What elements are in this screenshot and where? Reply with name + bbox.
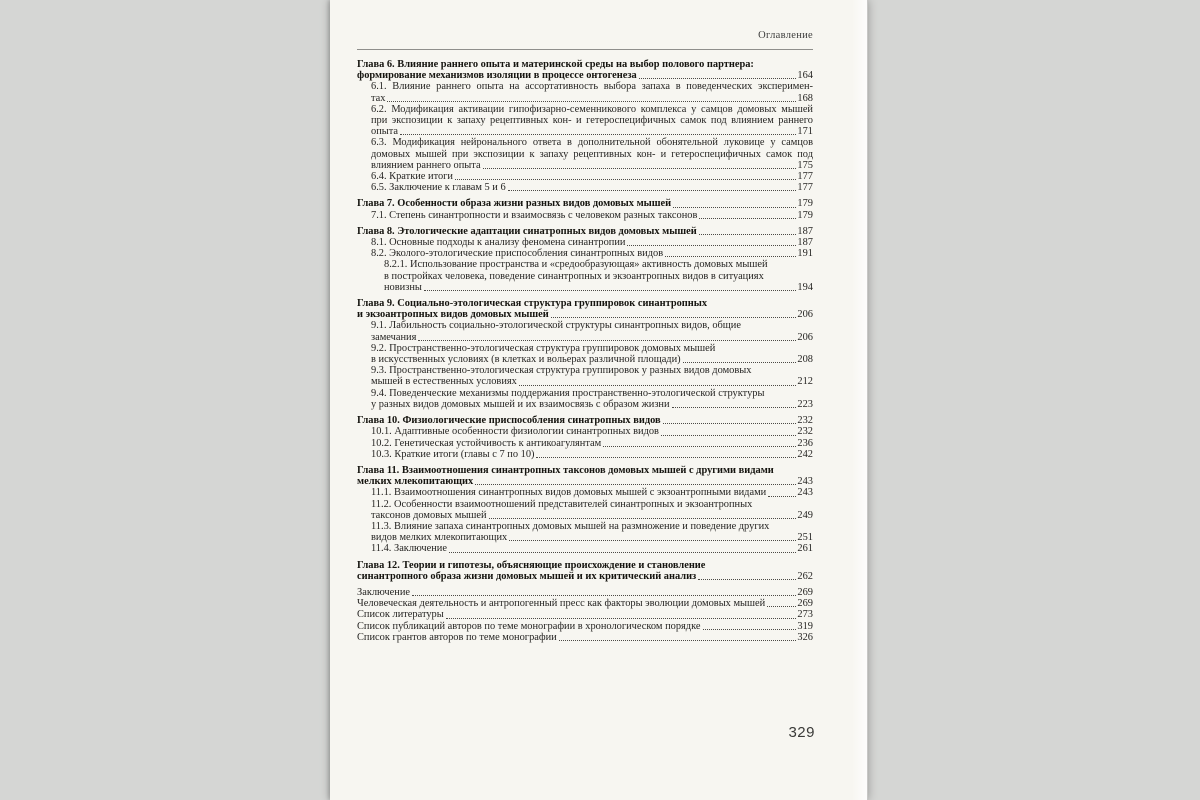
dot-leader <box>663 423 797 424</box>
toc-page-number: 191 <box>797 248 813 260</box>
toc-entry-last-line <box>384 282 813 293</box>
toc-page-number: 262 <box>797 570 813 582</box>
toc-entry-text: влиянием раннего опыта <box>371 159 481 171</box>
toc-entry-last-line <box>371 487 813 498</box>
toc-page-number: 326 <box>797 631 813 643</box>
toc-entry-last-line <box>357 476 813 487</box>
dot-leader <box>536 457 796 458</box>
toc-entry-line: домовых мышей при экспозиции к запаху рецептивных кон- и гетероспецифичных самок под <box>371 148 813 160</box>
toc-page-number: 179 <box>797 198 813 210</box>
toc-entry <box>357 104 813 138</box>
toc-entry <box>357 487 813 498</box>
toc-page-number: 223 <box>797 398 813 410</box>
toc-entry-text: видов мелких млекопитающих <box>371 532 508 544</box>
toc-entry <box>357 621 813 632</box>
toc-page-number: 194 <box>797 281 813 293</box>
toc-entry-text: Заключение <box>357 586 410 598</box>
toc-page-number: 187 <box>797 237 813 249</box>
toc-entry-line: Глава 9. Социально-этологическая структура группировок синантропных <box>357 298 708 310</box>
toc-entry <box>357 499 813 521</box>
toc-entry <box>357 587 813 598</box>
toc-entry-text: новизны <box>384 281 422 293</box>
toc-page-number: 168 <box>797 92 813 104</box>
toc-entry-last-line <box>371 160 813 171</box>
toc-entry-last-line <box>371 376 813 387</box>
toc-entry-text: тах <box>371 92 386 104</box>
toc-page-number: 251 <box>797 532 813 544</box>
toc-entry-text: у разных видов домовых мышей и их взаимосвязь с образом жизни <box>371 398 670 410</box>
dot-leader <box>699 234 797 235</box>
dot-leader <box>489 518 797 519</box>
toc-page-number: 269 <box>797 586 813 598</box>
toc-entry <box>357 320 813 342</box>
toc-entry-text: формирование механизмов изоляции в процессе онтогенеза <box>357 70 637 82</box>
toc-entry <box>357 449 813 460</box>
toc-entry-last-line <box>371 126 813 137</box>
toc-page-number: 232 <box>797 415 813 427</box>
toc-entry-last-line <box>371 248 813 259</box>
toc-entry-text: Глава 10. Физиологические приспособления синатропных видов <box>357 415 661 427</box>
toc-page-number: 319 <box>797 620 813 632</box>
toc-entry-last-line <box>357 309 813 320</box>
toc-entry <box>357 465 813 487</box>
toc-entry-last-line <box>357 198 813 209</box>
toc-entry <box>357 198 813 209</box>
toc-entry-last-line <box>371 182 813 193</box>
toc-entry <box>357 298 813 320</box>
dot-leader <box>699 218 796 219</box>
toc-entry-last-line <box>371 543 813 554</box>
toc-page-number: 164 <box>797 70 813 82</box>
toc-entry-last-line <box>357 70 813 81</box>
toc-entry-line: Глава 11. Взаимоотношения синантропных таксонов домовых мышей с другими видами <box>357 464 774 476</box>
toc-entry-line: Глава 6. Влияние раннего опыта и материнской среды на выбор полового партнера: <box>357 59 754 70</box>
toc-entry <box>357 171 813 182</box>
toc-entry-last-line <box>371 399 813 410</box>
toc-entry-last-line <box>371 93 813 104</box>
toc-page-number: 243 <box>797 476 813 488</box>
page-edge-highlight <box>852 0 868 800</box>
toc-page-number: 212 <box>797 376 813 388</box>
dot-leader <box>768 496 796 497</box>
toc-entry-line: 8.2.1. Использование пространства и «средообразующая» активность домовых мышей <box>384 259 768 271</box>
toc-entry-last-line <box>357 587 813 598</box>
toc-entry-text: Глава 7. Особенности образа жизни разных видов домовых мышей <box>357 198 672 210</box>
toc-page-number: 236 <box>797 437 813 449</box>
toc-entry-text: Список литературы <box>357 609 444 621</box>
toc-entry <box>357 226 813 237</box>
dot-leader <box>559 640 797 641</box>
toc-entry-last-line <box>357 226 813 237</box>
toc-entry-last-line <box>371 354 813 365</box>
toc-entry-last-line <box>357 621 813 632</box>
dot-leader <box>627 245 796 246</box>
toc-entry-last-line <box>371 510 813 521</box>
toc-entry-text: Список грантов авторов по теме монографии <box>357 631 557 643</box>
toc-page-number: 179 <box>797 209 813 221</box>
toc <box>357 59 813 643</box>
toc-entry-text: 11.1. Взаимоотношения синантропных видов домовых мышей с экзоантропными видами <box>371 487 767 499</box>
toc-entry-last-line <box>371 449 813 460</box>
dot-leader <box>673 207 796 208</box>
toc-entry <box>357 521 813 543</box>
toc-entry-line: в постройках человека, поведение синантропных и экзоантропных видов в ситуациях <box>384 270 764 282</box>
dot-leader <box>509 540 796 541</box>
toc-entry-text: 8.1. Основные подходы к анализу феномена синантропии <box>371 237 626 249</box>
toc-entry-text: 6.4. Краткие итоги <box>371 171 453 183</box>
page-folio: 329 <box>788 724 815 741</box>
toc-entry-last-line <box>357 415 813 426</box>
toc-entry <box>357 59 813 81</box>
toc-entry-last-line <box>357 632 813 643</box>
dot-leader <box>483 168 797 169</box>
toc-entry-line: 11.3. Влияние запаха синантропных домовых мышей на размножение и поведение других <box>371 520 770 532</box>
toc-page-number: 187 <box>797 225 813 237</box>
toc-entry <box>357 365 813 387</box>
dot-leader <box>703 629 797 630</box>
toc-page-number: 206 <box>797 309 813 321</box>
toc-entry <box>357 182 813 193</box>
toc-entry-text: Список публикаций авторов по теме монографии в хронологическом порядке <box>357 620 701 632</box>
dot-leader <box>698 579 796 580</box>
toc-entry-text: 6.5. Заключение к главам 5 и 6 <box>371 182 506 194</box>
toc-entry-line: 9.1. Лабильность социально-этологической структуры синантропных видов, общие <box>371 320 741 332</box>
toc-entry-last-line <box>371 532 813 543</box>
dot-leader <box>767 606 796 607</box>
toc-entry-line: Глава 12. Теории и гипотезы, объясняющие происхождение и становление <box>357 559 706 571</box>
dot-leader <box>551 317 797 318</box>
toc-entry-text: замечания <box>371 331 417 343</box>
toc-entry-line: при экспозиции к запаху рецептивных кон- и гетероспецифичных самок под влиянием раннего <box>371 115 813 127</box>
toc-entry-text: таксонов домовых мышей <box>371 509 487 521</box>
dot-leader <box>603 446 796 447</box>
toc-page-number: 261 <box>797 543 813 555</box>
toc-entry <box>357 248 813 259</box>
toc-entry-line: 6.1. Влияние раннего опыта на ассортативность выбора запаха в поведенческих эксперимен- <box>371 81 813 93</box>
toc-page-number: 177 <box>797 182 813 194</box>
toc-entry <box>357 598 813 609</box>
toc-entry-line: 11.2. Особенности взаимоотношений представителей синантропных и экзоантропных <box>371 498 753 510</box>
dot-leader <box>418 340 796 341</box>
toc-entry-text: 7.1. Степень синантропности и взаимосвязь с человеком разных таксонов <box>371 209 698 221</box>
dot-leader <box>424 290 797 291</box>
toc-page-number: 177 <box>797 171 813 183</box>
toc-entry-text: 10.2. Генетическая устойчивость к антикоагулянтам <box>371 437 602 449</box>
dot-leader <box>661 435 796 436</box>
toc-page-number: 206 <box>797 331 813 343</box>
toc-page-number: 249 <box>797 509 813 521</box>
toc-entry-text: мелких млекопитающих <box>357 476 474 488</box>
toc-entry-text: в искусственных условиях (в клетках и вольерах различной площади) <box>371 354 681 366</box>
toc-entry-last-line <box>371 171 813 182</box>
toc-entry-last-line <box>357 609 813 620</box>
toc-entry-last-line <box>371 332 813 343</box>
toc-entry-last-line <box>371 438 813 449</box>
toc-entry-text: и экзоантропных видов домовых мышей <box>357 309 549 321</box>
toc-entry-text: опыта <box>371 126 399 138</box>
toc-entry <box>357 609 813 620</box>
toc-entry-text: 11.4. Заключение <box>371 543 447 555</box>
dot-leader <box>683 362 797 363</box>
toc-entry-last-line <box>371 210 813 221</box>
dot-leader <box>400 134 796 135</box>
toc-entry <box>357 632 813 643</box>
toc-entry-last-line <box>357 571 813 582</box>
dot-leader <box>412 595 796 596</box>
toc-entry-line: 6.3. Модификация нейронального ответа в дополнительной обонятельной луковице у самцов <box>371 137 813 149</box>
toc-entry-last-line <box>371 426 813 437</box>
toc-entry-text: синантропного образа жизни домовых мышей и их критический анализ <box>357 570 697 582</box>
toc-page-number: 243 <box>797 487 813 499</box>
dot-leader <box>639 78 797 79</box>
toc-entry <box>357 560 813 582</box>
toc-entry-text: мышей в естественных условиях <box>371 376 517 388</box>
toc-entry <box>357 81 813 103</box>
dot-leader <box>665 256 796 257</box>
running-head: Оглавление <box>758 30 813 41</box>
toc-entry <box>357 237 813 248</box>
dot-leader <box>446 618 797 619</box>
toc-entry-text: 10.1. Адаптивные особенности физиологии синантропных видов <box>371 426 659 438</box>
dot-leader <box>387 101 796 102</box>
toc-page-number: 175 <box>797 159 813 171</box>
toc-page-number: 269 <box>797 598 813 610</box>
toc-page-number: 232 <box>797 426 813 438</box>
dot-leader <box>519 385 797 386</box>
toc-entry <box>357 415 813 426</box>
toc-entry <box>357 259 813 293</box>
toc-entry <box>357 210 813 221</box>
header-rule <box>357 49 813 50</box>
toc-entry-line: 9.3. Пространственно-этологическая структура группировок у разных видов домовых <box>371 365 752 377</box>
toc-entry <box>357 426 813 437</box>
toc-entry <box>357 438 813 449</box>
toc-page-number: 242 <box>797 448 813 460</box>
toc-entry <box>357 343 813 365</box>
toc-entry-last-line <box>357 598 813 609</box>
dot-leader <box>449 552 796 553</box>
toc-entry-line: 9.2. Пространственно-этологическая структура группировок домовых мышей <box>371 342 716 354</box>
dot-leader <box>455 179 796 180</box>
toc-entry <box>357 388 813 410</box>
toc-entry-line: 9.4. Поведенческие механизмы поддержания пространственно-этологической структуры <box>371 387 765 399</box>
toc-page-number: 273 <box>797 609 813 621</box>
dot-leader <box>508 190 797 191</box>
toc-entry <box>357 137 813 171</box>
toc-entry-line: 6.2. Модификация активации гипофизарно-семенникового комплекса у самцов домовых мышей <box>371 103 813 115</box>
toc-entry-text: Человеческая деятельность и антропогенный пресс как факторы эволюции домовых мышей <box>357 598 766 610</box>
toc-entry-text: 10.3. Краткие итоги (главы с 7 по 10) <box>371 448 535 460</box>
toc-entry-text: Глава 8. Этологические адаптации синатропных видов домовых мышей <box>357 225 697 237</box>
toc-entry-last-line <box>371 237 813 248</box>
toc-entry <box>357 543 813 554</box>
page-sheet <box>330 0 868 800</box>
dot-leader <box>475 484 796 485</box>
text-block <box>357 0 813 643</box>
dot-leader <box>672 407 797 408</box>
toc-page-number: 171 <box>797 126 813 138</box>
toc-entry-text: 8.2. Эколого-этологические приспособления синантропных видов <box>371 248 664 260</box>
toc-page-number: 208 <box>797 354 813 366</box>
